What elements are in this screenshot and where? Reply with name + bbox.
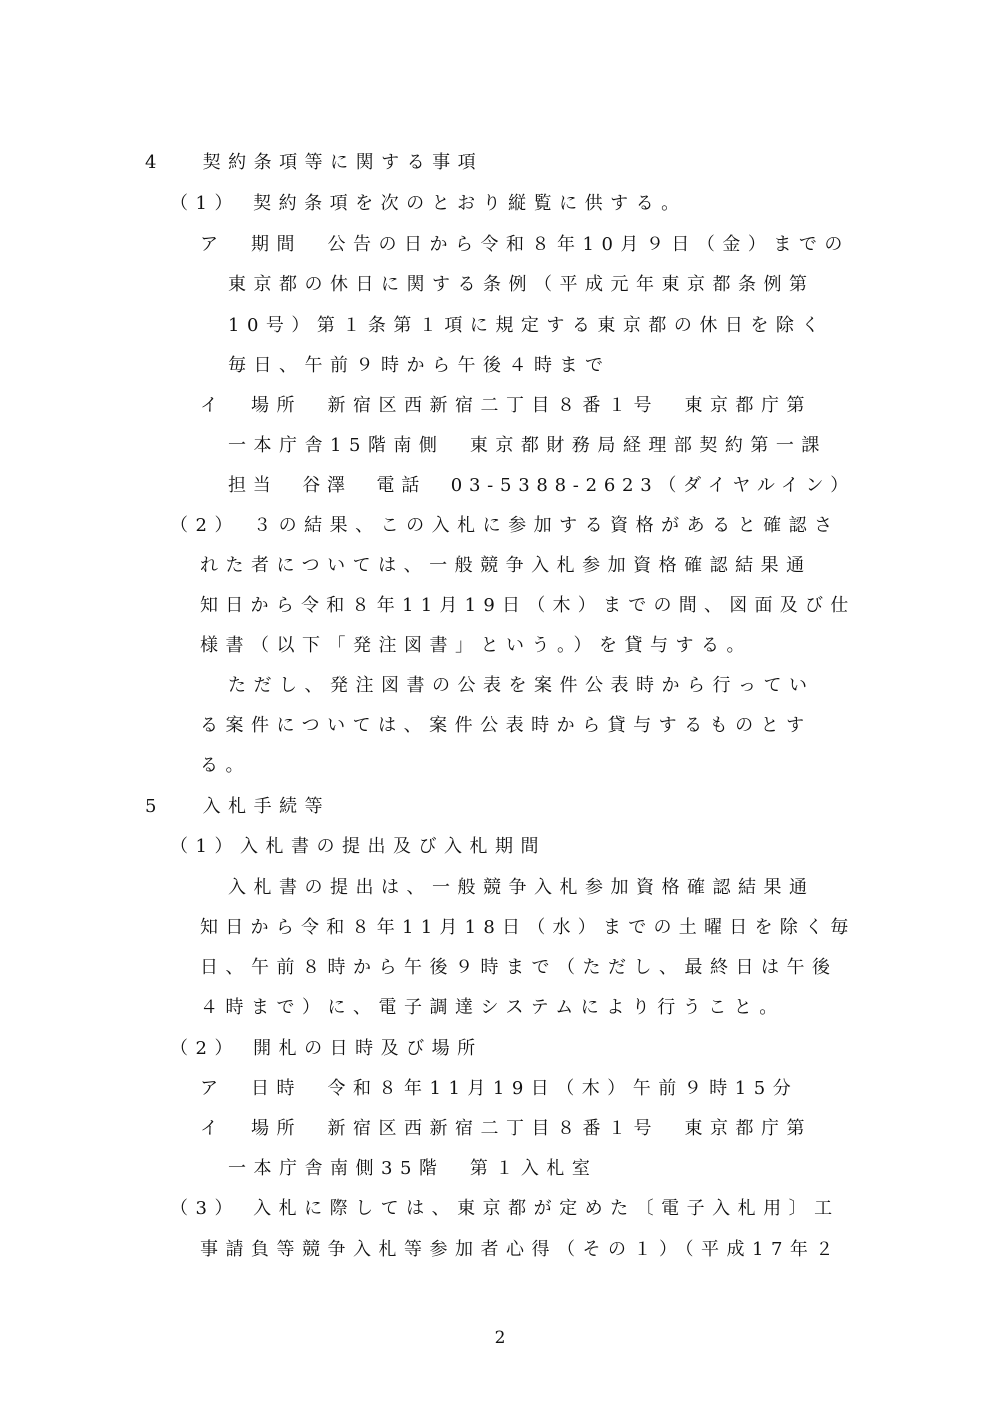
section-4-heading: 4 契約条項等に関する事項 <box>145 152 484 173</box>
text-line: る。 <box>200 755 251 776</box>
section-5-heading: 5 入札手続等 <box>145 796 331 817</box>
text-line: 様書（以下「発注図書」という。）を貸与する。 <box>200 635 752 656</box>
item-4-1-i: イ 場所 新宿区西新宿二丁目８番１号 東京都庁第 <box>200 395 812 416</box>
text-line: 東京都の休日に関する条例（平成元年東京都条例第 <box>228 274 815 295</box>
text-line: 日、午前８時から午後９時まで（ただし、最終日は午後 <box>200 957 838 978</box>
item-5-2-i: イ 場所 新宿区西新宿二丁目８番１号 東京都庁第 <box>200 1118 812 1139</box>
text-line: 10号）第１条第１項に規定する東京都の休日を除く <box>228 315 827 336</box>
text-line: 一本庁舎15階南側 東京都財務局経理部契約第一課 <box>228 435 827 456</box>
text-line: 担当 谷澤 電話 03-5388-2623（ダイヤルイン） <box>228 475 855 496</box>
item-4-2: （2） ３の結果、この入札に参加する資格があると確認さ <box>170 515 840 536</box>
text-line: れた者については、一般競争入札参加資格確認結果通 <box>200 555 812 576</box>
item-5-2-a: ア 日時 令和８年11月19日（木）午前９時15分 <box>200 1078 799 1099</box>
item-5-1: （1）入札書の提出及び入札期間 <box>170 836 546 857</box>
item-4-1-a: ア 期間 公告の日から令和８年10月９日（金）までの <box>200 234 850 255</box>
item-5-3: （3） 入札に際しては、東京都が定めた〔電子入札用〕工 <box>170 1198 840 1219</box>
text-line: 知日から令和８年11月19日（木）までの間、図面及び仕 <box>200 595 856 616</box>
text-line: 知日から令和８年11月18日（水）までの土曜日を除く毎 <box>200 917 856 938</box>
item-4-1: （1） 契約条項を次のとおり縦覧に供する。 <box>170 193 687 214</box>
item-5-2: （2） 開札の日時及び場所 <box>170 1038 483 1059</box>
text-line: 入札書の提出は、一般競争入札参加資格確認結果通 <box>228 877 815 898</box>
text-line: ただし、発注図書の公表を案件公表時から行ってい <box>228 675 815 696</box>
text-line: 事請負等競争入札等参加者心得（その１）（平成17年２ <box>200 1239 841 1260</box>
page-number: 2 <box>494 1328 506 1348</box>
text-line: 一本庁舎南側35階 第１入札室 <box>228 1158 598 1179</box>
text-line: 毎日、午前９時から午後４時まで <box>228 355 611 376</box>
text-line: る案件については、案件公表時から貸与するものとす <box>200 715 812 736</box>
text-line: ４時まで）に、電子調達システムにより行うこと。 <box>200 997 785 1018</box>
